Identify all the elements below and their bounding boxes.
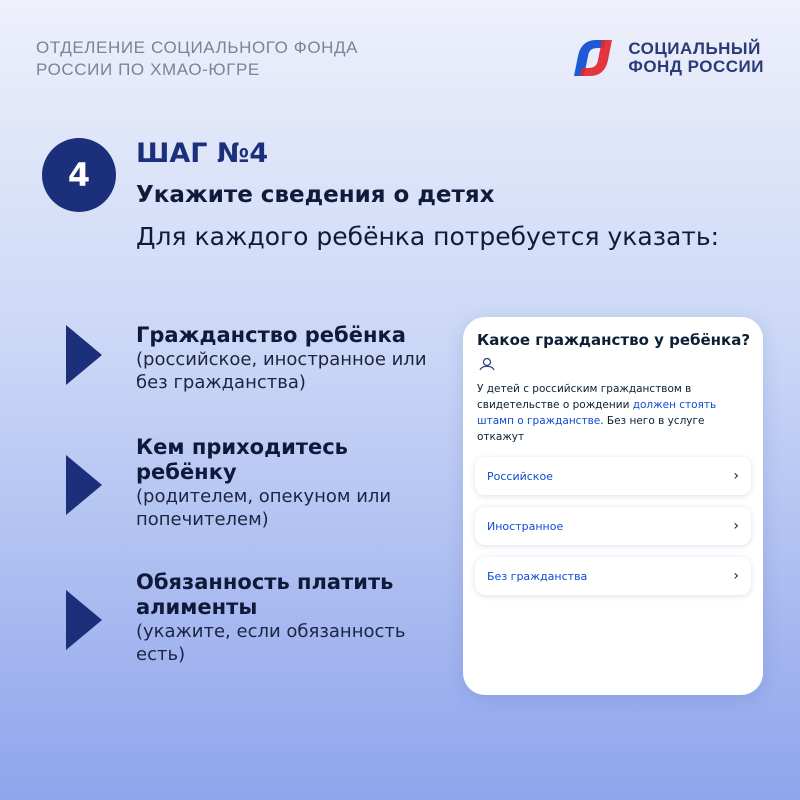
triangle-bullet-icon	[66, 590, 102, 650]
triangle-bullet-icon	[66, 325, 102, 385]
option-foreign[interactable]	[475, 507, 751, 545]
citizenship-form-card	[463, 317, 763, 695]
option-russian[interactable]	[475, 457, 751, 495]
option-stateless[interactable]	[475, 557, 751, 595]
item-heading: Кем приходитесь ребёнку	[136, 435, 348, 484]
triangle-bullet-icon	[66, 455, 102, 515]
item-note: (родителем, опекуном или попечителем)	[136, 486, 392, 530]
org-name-line2: РОССИИ ПО ХМАО-ЮГРЕ	[36, 60, 260, 79]
org-name-line1: ОТДЕЛЕНИЕ СОЦИАЛЬНОГО ФОНДА	[36, 38, 359, 57]
option-label: Без гражданства	[487, 569, 588, 583]
item-note: (российское, иностранное или без гражданства)	[136, 349, 427, 393]
step-title: ШАГ №4	[136, 138, 269, 169]
card-info-text	[477, 381, 751, 445]
info-figure-icon	[477, 357, 497, 371]
item-note: (укажите, если обязанность есть)	[136, 621, 406, 665]
org-name	[36, 37, 358, 81]
chevron-right-icon: ›	[733, 518, 739, 534]
step-description: Для каждого ребёнка потребуется указать:	[136, 222, 720, 251]
step-number-badge: 4	[42, 138, 116, 212]
item-heading: Обязанность платить алименты	[136, 570, 394, 619]
card-title: Какое гражданство у ребёнка?	[477, 331, 751, 349]
sfr-logo	[570, 36, 764, 80]
logo-line2: ФОНД РОССИИ	[628, 57, 764, 76]
logo-line1: СОЦИАЛЬНЫЙ	[628, 39, 761, 58]
option-label: Российское	[487, 469, 553, 483]
chevron-right-icon: ›	[733, 568, 739, 584]
info-text-after: . Без него в услуге откажут	[477, 415, 705, 443]
sfr-logo-icon	[570, 36, 620, 80]
info-text-before: У детей с российским гражданством в свидетельстве о рождении	[477, 383, 692, 411]
citizenship-stamp-link[interactable]: должен стоять штамп о гражданстве	[477, 399, 717, 427]
step-subtitle: Укажите сведения о детях	[136, 182, 495, 208]
item-heading: Гражданство ребёнка	[136, 323, 406, 347]
chevron-right-icon: ›	[733, 468, 739, 484]
option-label: Иностранное	[487, 519, 564, 533]
